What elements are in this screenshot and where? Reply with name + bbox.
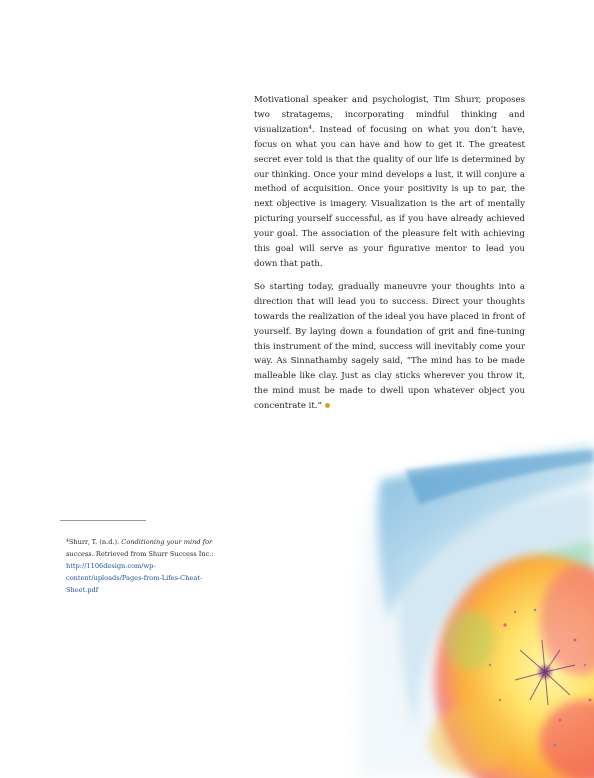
footnote-link[interactable]: http://1106design.com/wp-content/uploads/Pages-from-Lifes-Cheat-Sheet.pdf xyxy=(66,562,203,595)
paragraph-1-text-a: Motivational speaker and psychologist, Tim Shurr, proposes two stratagems, incorporating mindful thinking and visualization xyxy=(254,95,525,135)
paragraph-2 xyxy=(254,280,525,414)
footnote-number: 4 xyxy=(66,539,69,544)
body-text xyxy=(254,93,525,422)
paragraph-1-text-b: . Instead of focusing on what you don’t have, focus on what you can have and how to get it. The greatest secret ever told is that the quality of our life is determined by our thinking. Once your mind develops a lust, it will conjure a method of acquisition. Once your positivity is up to par, the next objective is imagery. Visualization is the art of mentally picturing yourself successful, as if you have already achieved your goal. The association of the pleasure felt with achieving this goal will serve as your figurative mentor to lead you down that path. xyxy=(254,124,525,269)
footnote-reference[interactable]: 4 xyxy=(308,124,312,131)
footnote xyxy=(66,536,226,596)
end-mark-icon xyxy=(325,403,330,408)
paragraph-1 xyxy=(254,93,525,272)
footnote-retrieved: . Retrieved from Shurr Success Inc.: xyxy=(91,550,214,559)
footnote-divider xyxy=(60,520,146,521)
footnote-title: Conditioning your mind for success xyxy=(66,538,213,559)
footnote-author: Shurr, T. (n.d.). xyxy=(68,538,122,546)
paragraph-2-text: So starting today, gradually maneuvre your thoughts into a direction that will lead you to success. Direct your thoughts towards the realization of the ideal you have placed in front of yourself. By laying down a foundation of grit and fine-tuning this instrument of the mind, success will inevitably come your way. As Sinnathamby sagely said, “The mind has to be made malleable like clay. Just as clay sticks wherever you throw it, the mind must be made to dwell upon whatever object you concentrate it.” xyxy=(254,281,525,412)
